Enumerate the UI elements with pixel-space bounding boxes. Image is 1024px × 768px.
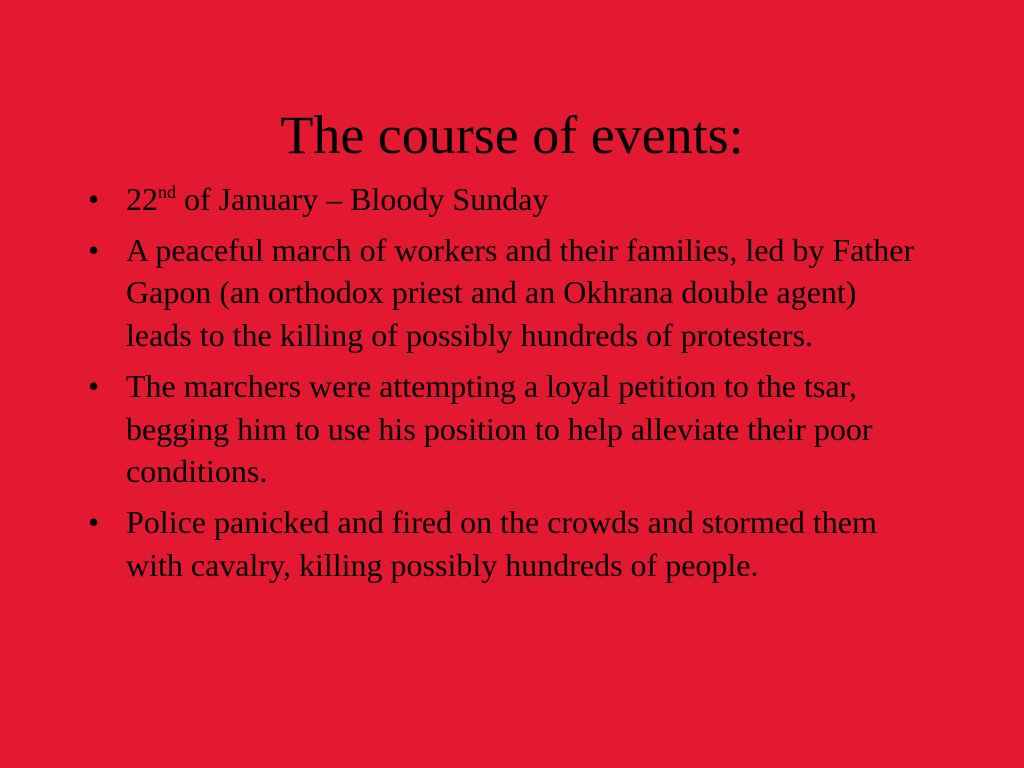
bullet-date-text: of January – Bloody Sunday	[176, 181, 549, 217]
bullet-item-date	[84, 178, 924, 221]
bullet-date-suffix: nd	[158, 182, 176, 202]
bullet-item-police	[84, 501, 924, 586]
bullet-text: A peaceful march of workers and their families, led by Father Gapon (an orthodox priest and an Okhrana double agent) leads to the killing of possibly hundreds of protesters.	[126, 231, 915, 354]
bullet-date-number: 22	[126, 181, 158, 217]
bullet-icon: •	[88, 181, 100, 217]
slide-title: The course of events:	[280, 105, 744, 165]
bullet-text: Police panicked and fired on the crowds and stormed them with cavalry, killing possibly hundreds of people.	[126, 503, 877, 583]
bullet-list	[84, 178, 924, 594]
bullet-icon: •	[88, 367, 100, 404]
bullet-text: The marchers were attempting a loyal petition to the tsar, begging him to use his position to help alleviate their poor conditions.	[126, 367, 873, 490]
bullet-icon: •	[88, 503, 100, 540]
bullet-icon: •	[88, 231, 100, 268]
bullet-item-petition	[84, 365, 924, 493]
bullet-item-march	[84, 229, 924, 357]
